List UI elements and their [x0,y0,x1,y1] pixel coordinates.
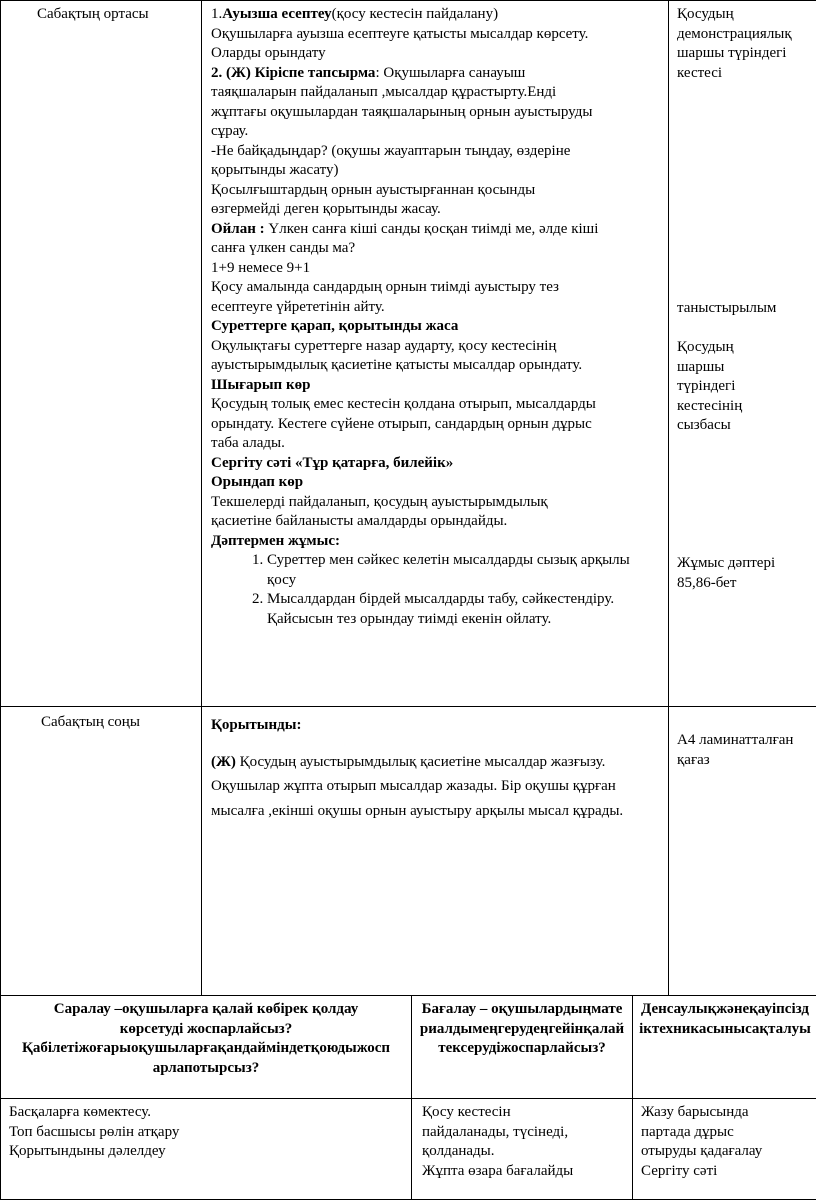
end-resource-cell [669,707,816,996]
content-line: 1.Ауызша есептеу(қосу кестесін пайдалану) [211,5,662,25]
content-line: санға үлкен санды ма? [211,239,662,259]
safety-header: Денсаулықжәнеқауіпсіздіктехникасынысақталуы [633,996,816,1099]
workbook-task-list [211,551,662,629]
end-row [1,707,816,996]
content-line: өзгермейді деген қорытынды жасау. [211,200,662,220]
content-line: қорытынды жасату) [211,161,662,181]
bottom-header-row [1,996,816,1099]
list-item: Жұпта өзара бағалайды [422,1162,628,1182]
list-item: Басқаларға көмектесу. [9,1103,407,1123]
content-line: таба алады. [211,434,662,454]
list-item: отыруды қадағалау [641,1142,813,1162]
content-line: Оқулықтағы суреттерге назар аударту, қосу кестесінің [211,337,662,357]
middle-title: Сабақтың ортасы [37,6,149,22]
content-line: Суреттерге қарап, қорытынды жаса [211,317,662,337]
end-body: Қосудың ауыстырымдылық қасиетіне мысалдар жазғызу. Оқушылар жұпта отырып мысалдар жазады. Бір оқушы құрған мысалға ,екінші оқушы орнын ауыстыру арқылы мысал құрады. [211,754,623,819]
list-item: Қорытындыны дәлелдеу [9,1142,407,1162]
content-line: Ойлан : Үлкен санға кіші санды қосқан тиімді ме, әлде кіші [211,220,662,240]
resource-presentation: таныстырылым [677,299,813,319]
end-title-cell [1,707,202,996]
end-resource: А4 ламинатталған қағаз [677,731,797,770]
content-line: Текшелерді пайдаланып, қосудың ауыстырымдылық [211,493,662,513]
differentiation-header: Саралау –оқушыларға қалай көбірек қолдау көрсетуді жоспарлайсыз? Қабілетіжоғарыоқушыларғақандайміндетқоюдыжоспарлапотырсыз? [1,996,412,1099]
end-text [211,750,662,824]
list-item: 2. Мысалдардан бірдей мысалдарды табу, сәйкестендіру. Қайсысын тез орындау тиімді екенін ойлату. [267,590,662,629]
list-item: пайдаланады, түсінеді, [422,1123,628,1143]
list-item: қолданады. [422,1142,628,1162]
content-line: Қосу амалында сандардың орнын тиімді ауыстыру тез [211,278,662,298]
resource-table-scheme: Қосудың шаршы түріндегі кестесінің сызбасы [677,338,772,436]
differentiation-content [9,1103,407,1162]
content-line: Дәптермен жұмыс: [211,532,662,552]
list-item: 1. Суреттер мен сәйкес келетін мысалдарды сызық арқылы қосу [267,551,662,590]
end-prefix: (Ж) [211,754,236,770]
middle-content [211,5,662,551]
list-item: Қосу кестесін [422,1103,628,1123]
content-line: Қосудың толық емес кестесін қолдана отырып, мысалдарды [211,395,662,415]
middle-content-cell [202,1,669,707]
resource-demo-table: Қосудың демонстрациялық шаршы түріндегі кестесі [677,5,813,83]
bottom-table [0,995,816,1200]
content-line: Шығарып көр [211,376,662,396]
content-line: қасиетіне байланысты амалдарды орындайды. [211,512,662,532]
list-item: Топ басшысы рөлін атқару [9,1123,407,1143]
content-line: Оларды орындату [211,44,662,64]
list-item: Жазу барысында [641,1103,813,1123]
content-line: 2. (Ж) Кіріспе тапсырма: Оқушыларға санауыш [211,64,662,84]
content-line: Орындап көр [211,473,662,493]
list-item: партада дұрыс [641,1123,813,1143]
end-content-cell [202,707,669,996]
content-line: Сергіту сәті «Тұр қатарға, билейік» [211,454,662,474]
middle-title-cell [1,1,202,707]
assessment-header: Бағалау – оқушылардыңматериалдымеңгерудеңгейінқалайтексерудіжоспарлайсыз? [412,996,633,1099]
content-line: ауыстырымдылық қасиетіне қатысты мысалдар орындату. [211,356,662,376]
content-line: орындату. Кестеге сүйене отырып, сандардың орнын дұрыс [211,415,662,435]
bottom-body-row [1,1099,816,1200]
content-line: жұптағы оқушылардан таяқшаларының орнын ауыстыруды [211,103,662,123]
middle-resources-cell [669,1,816,707]
end-heading: Қорытынды: [211,713,662,738]
content-line: Қосылғыштардың орнын ауыстырғаннан қосынды [211,181,662,201]
resource-workbook: Жұмыс дәптері 85,86-бет [677,554,813,593]
middle-row [1,1,816,707]
list-item: Сергіту сәті [641,1162,813,1182]
content-line: есептеуге үйрететінін айту. [211,298,662,318]
content-line: -Не байқадыңдар? (оқушы жауаптарын тыңдау, өздеріне [211,142,662,162]
differentiation-cell [1,1099,412,1200]
safety-cell [633,1099,816,1200]
content-line: сұрау. [211,122,662,142]
assessment-cell [412,1099,633,1200]
assessment-content [422,1103,628,1181]
end-title: Сабақтың соңы [41,714,140,730]
content-line: таяқшаларын пайдаланып ,мысалдар құрастырту.Енді [211,83,662,103]
content-line: 1+9 немесе 9+1 [211,259,662,279]
content-line: Оқушыларға ауызша есептеуге қатысты мысалдар көрсету. [211,25,662,45]
safety-content [641,1103,813,1181]
